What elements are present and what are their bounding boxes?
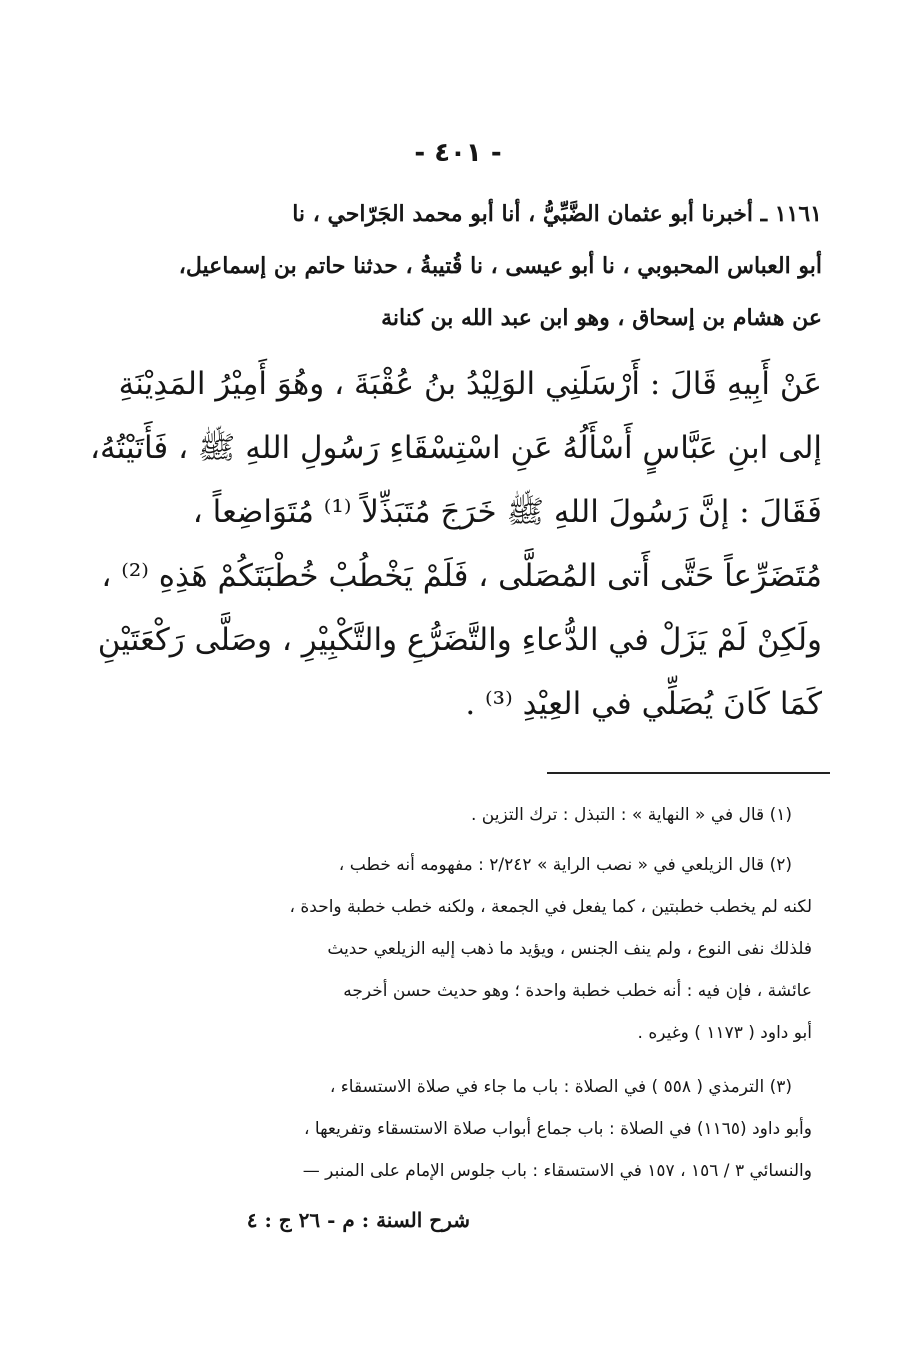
footnote-line: لكنه لم يخطب خطبتين ، كما يفعل في الجمعة ، ولكنه خطب خطبة واحدة ، [289, 897, 812, 917]
footnote-line: (٢) قال الزيلعي في « نصب الراية » ٢/٢٤٢ : مفهومه أنه خطب ، [338, 855, 792, 875]
footnote-line: والنسائي ٣ / ١٥٦ ، ١٥٧ في الاستسقاء : باب جلوس الإمام على المنبر — [302, 1161, 812, 1181]
book-signature: شرح السنة : م - ٢٦ ج : ٤ [246, 1208, 470, 1232]
isnad-line: ١١٦١ ـ أخبرنا أبو عثمان الضَّبِّيُّ ، أنا أبو محمد الجَرّاحي ، نا [292, 201, 822, 227]
footnote-1 [152, 794, 812, 836]
matn-line: مُتَضَرِّعاً حَتَّى أَتى المُصَلَّى ، فَلَمْ يَخْطُبْ خُطْبَتَكُمْ هَذِهِ ⁽²⁾ ، [101, 558, 822, 594]
footnote-line: (٣) الترمذي ( ٥٥٨ ) في الصلاة : باب ما جاء في صلاة الاستسقاء ، [329, 1077, 792, 1097]
matn-line: عَنْ أَبِيهِ قَالَ : أَرْسَلَنِي الوَلِيْدُ بنُ عُقْبَةَ ، وهُوَ أَمِيْرُ المَدِيْنَةِ [118, 366, 822, 402]
matn-line: إلى ابنِ عَبَّاسٍ أَسْأَلُهُ عَنِ اسْتِسْقَاءِ رَسُولِ اللهِ ﷺ ، فَأَتَيْتُهُ، [89, 430, 822, 466]
footnote-line: وأبو داود (١١٦٥) في الصلاة : باب جماع أبواب صلاة الاستسقاء وتفريعها ، [304, 1119, 812, 1139]
matn-line: ولَكِنْ لَمْ يَزَلْ في الدُّعاءِ والتَّضَرُّعِ والتَّكْبِيْرِ ، وصَلَّى رَكْعَتَيْنِ [97, 622, 822, 658]
isnad-line: عن هشام بن إسحاق ، وهو ابن عبد الله بن كنانة [381, 305, 822, 331]
matn-line: كَمَا كَانَ يُصَلِّي في العِيْدِ ⁽³⁾ . [465, 686, 822, 722]
footnote-2 [152, 844, 812, 1054]
footnote-line: عائشة ، فإن فيه : أنه خطب خطبة واحدة ؛ وهو حديث حسن أخرجه [343, 981, 812, 1001]
hadith-isnad [132, 188, 822, 344]
footnotes [152, 794, 812, 1192]
footnote-separator [547, 772, 830, 774]
footnote-line: أبو داود ( ١١٧٣ ) وغيره . [637, 1023, 812, 1043]
isnad-line: أبو العباس المحبوبي ، نا أبو عيسى ، نا قُتيبةُ ، حدثنا حاتم بن إسماعيل، [178, 253, 822, 279]
footnote-line: فلذلك نفى النوع ، ولم ينف الجنس ، ويؤيد ما ذهب إليه الزيلعي حديث [327, 939, 812, 959]
hadith-matn [89, 352, 822, 736]
page-number: - ٤٠١ - [414, 138, 502, 168]
footnote-3 [152, 1066, 812, 1192]
footnote-line: (١) قال في « النهاية » : التبذل : ترك التزين . [470, 805, 792, 825]
matn-line: فَقَالَ : إنَّ رَسُولَ اللهِ ﷺ خَرَجَ مُتَبَذِّلاً ⁽¹⁾ مُتَوَاضِعاً ، [192, 494, 822, 530]
